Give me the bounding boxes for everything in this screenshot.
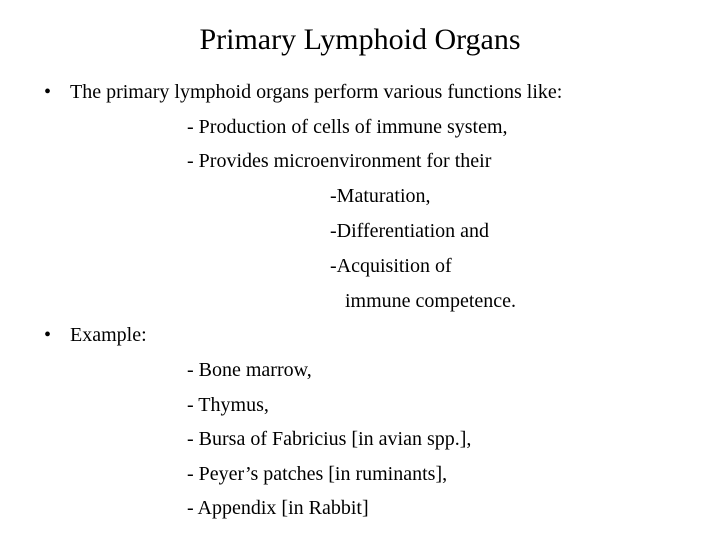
bullet-example: Example: <box>70 324 147 346</box>
example-thymus: - Thymus, <box>187 394 269 416</box>
example-peyers-patches: - Peyer’s patches [in ruminants], <box>187 463 448 485</box>
example-bone-marrow: - Bone marrow, <box>187 359 312 381</box>
bullet-marker: • <box>44 324 52 346</box>
example-bursa-of-fabricius: - Bursa of Fabricius [in avian spp.], <box>187 428 472 450</box>
sub-sub-item-differentiation: -Differentiation and <box>330 220 490 242</box>
bullet-functions: The primary lymphoid organs perform various functions like: <box>70 81 563 103</box>
sub-sub-item-competence: immune competence. <box>345 290 517 312</box>
example-appendix: - Appendix [in Rabbit] <box>187 497 369 519</box>
sub-item-microenvironment: - Provides microenvironment for their <box>187 150 492 172</box>
sub-item-production: - Production of cells of immune system, <box>187 116 508 138</box>
bullet-marker: • <box>44 81 52 103</box>
sub-sub-item-acquisition: -Acquisition of <box>330 255 452 277</box>
slide-title: Primary Lymphoid Organs <box>199 23 521 56</box>
sub-sub-item-maturation: -Maturation, <box>330 185 431 207</box>
